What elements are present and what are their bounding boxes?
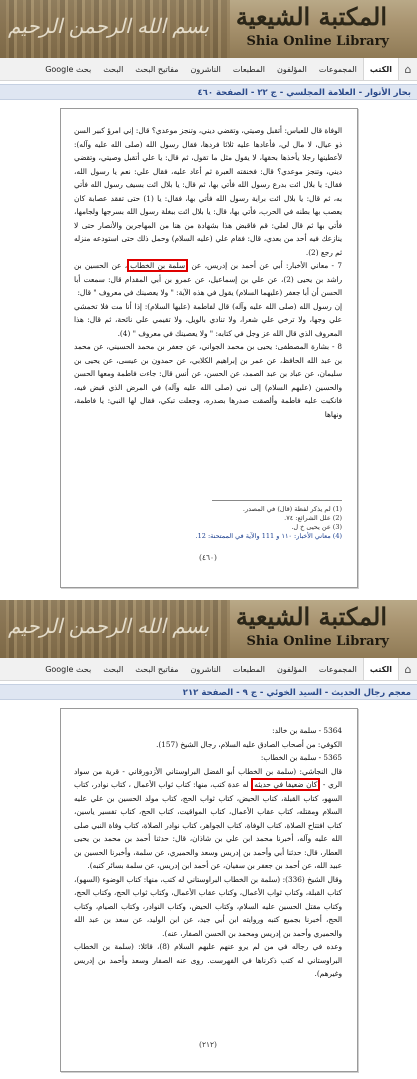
highlighted-phrase: كان ضعيفا في حديثه <box>251 778 320 791</box>
nav-authors[interactable]: المؤلفون <box>276 664 307 674</box>
nav-collections[interactable]: المجموعات <box>318 64 357 74</box>
paragraph: وعده في رجاله في من لم يرو عنهم عليهم السلام (8)، قائلا: (سلمة بن الخطاب البراوستاني له كتب ذكرناها في الفهرست. روى عنه الصفار وسعد وأحمد بن إدريس وغيرهم). <box>74 942 342 978</box>
najashi-paragraph <box>74 765 342 873</box>
footnote: (3) عن يحيى خ ل. <box>291 523 342 531</box>
page-number: (٤٦٠) <box>199 553 217 562</box>
nav-printers[interactable]: المطبعات <box>232 664 265 674</box>
paragraph-end: له عدة كتب، منها: كتاب ثواب الأعمال ، كتاب نوادر، كتاب السهو، كتاب القبلة، كتاب الحيض، كتاب ثواب الحج، كتاب مولد الحسين بن علي عليه السلام ومقتله، كتاب عقاب الأعمال، كتاب المواقيت، كتاب الحج، كتاب تفسير ياسين، كتاب افتتاح الصلاة، كتاب الوفاة، كتاب الجواهر، كتاب نوادر الصلاة، كتاب وفاة النبي صلى الله عليه وآله، أخبرنا محمد ابن علي بن شاذان، قال: حدثنا أحمد بن محمد بن يحيى العطار، قال: حدثنا أبي وأحمد بن إدريس وسعد والحميري، عن سلمة، وأخبرنا الحسين بن عبيد الله، عن أحمد بن جعفر بن سفيان، عن أحمد ابن إدريس، عن سلمة بسائر كتبه). <box>74 780 342 870</box>
entry-line: الكوفي: من أصحاب الصادق عليه السلام، رجال الشيخ (157). <box>156 739 342 749</box>
paragraph: الوفاة قال للعباس: أتقبل وصيتي، وتقضي ديني، وتنجز موعدي؟ قال: إني امرؤ كبير السن ذو عيال، لا مال لي، فأعادها عليه ثلاثا فردها، فقال رسول الله (صلى الله عليه وآله): لأعطينها رجلا يأخذها بحقها، لا يقول مثل ما تقول، ثم قال: يا علي أتقبل وصيتي، وتقضي ديني، وتنجز موعدي؟ قال: فخنقته العبرة ثم أعاد عليه، فقال علي: نعم يا رسول الله، فقال: يا بلال ائت بدرع رسول الله فأتي بها، ثم قال: يا بلال ائت بسيف رسول الله فأتي به، ثم قال: يا بلال ائت براية رسول الله فأتي بها، فقال: يا (1) حتى تفقد عصابة كان يعصب بها بطنه في الحرب، فأتي بها، قال: يا بلال ائت ببغلة رسول الله بسرجها ولجامها، فأتي بها ثم قال لعلي: قم فاقبض هذا بشهادة من هنا من المهاجرين والأنصار حتى لا ينازعك فيه أحد من بعدي، قال: فقام علي (عليه السلام) وحمل ذلك حتى استودعه منزله ثم رجع (2). <box>74 126 342 257</box>
main-nav <box>0 58 417 81</box>
site-banner[interactable] <box>0 600 417 658</box>
site-logo-english[interactable]: Shia Online Library <box>246 634 389 649</box>
page-title: بحار الأنوار - العلامة المجلسي - ج ٢٢ - الصفحة ٤٦٠ <box>0 84 417 100</box>
site-logo-arabic[interactable]: المكتبة الشيعية <box>235 602 387 631</box>
banner-calligraphy: بسم الله الرحمن الرحيم <box>8 14 210 38</box>
footnote: (2) علل الشرائع: ٧٤. <box>284 514 342 522</box>
paragraph-7-start: 7 - معاني الأخبار: أبي عن أحمد بن إدريس، عن <box>191 261 342 270</box>
paragraph: إن رسول الله (صلى الله عليه وآله) قال لفاطمة (عليها السلام): إذا أنا مت فلا تخمشي علي وجها، ولا ترخي علي شعرا، ولا تنادي بالويل، ولا تقيمي علي نائحة، ثم قال: هذا المعروف الذي قال الله عز وجل في كتابه: " ولا يعصينك في معروف " (4). <box>74 301 342 338</box>
page-title: معجم رجال الحديث - السيد الخوئي - ج ٩ - الصفحة ٢١٢ <box>0 684 417 700</box>
site-banner[interactable] <box>0 0 417 58</box>
home-icon[interactable]: ⌂ <box>404 662 412 676</box>
paragraph-start: قال النجاشي: (سلمة بن الخطاب أبو الفضل البراوستاني الأزدورقاني - قرية من سواد الري - <box>74 766 342 789</box>
paragraph-7-end: ، عن الحسين بن راشد بن يحيى (2)، عن علي بن إسماعيل، عن عمرو بن أبي المقدام قال: سمعت أبا الحسن أن أبا جعفر (عليهما السلام) يقول في هذه الآية: " ولا يعصينك في معروف " قال: <box>74 261 342 297</box>
main-nav <box>0 658 417 681</box>
screenshot-2 <box>0 600 417 1079</box>
nav-google-search[interactable]: بحث Google <box>45 664 92 674</box>
nav-collections[interactable]: المجموعات <box>318 664 357 674</box>
footnote: (1) لم يذكر لفظة (قال) في المصدر. <box>242 505 342 513</box>
footnotes <box>74 500 342 541</box>
entry-line: 5364 - سلمة بن خالد: <box>272 726 342 735</box>
nav-books[interactable]: الكتب <box>363 58 399 80</box>
banner-calligraphy: بسم الله الرحمن الرحيم <box>8 614 210 638</box>
page-number: (٢١٢) <box>199 1040 217 1049</box>
paragraph: وقال الشيخ (336): (سلمة بن الخطاب البراوستاني له كتب، منها: كتاب الوضوء (السهو)، كتاب القبلة، وكتاب ثواب الأعمال، وكتاب عقاب الأعمال، وكتاب ثواب الحج، وكتاب الحج، وكتاب مقتل الحسين عليه السلام، وكتاب الحيض، وكتاب النوادر، وكتاب الصيام، وكتاب الحج، أخبرنا بجميع كتبه وروايته ابن أبي جيد، عن ابن الوليد، عن سعد بن عبد الله والحميري وأحمد بن إدريس ومحمد بن الحسن الصفار، عنه). <box>74 874 342 938</box>
nav-search[interactable]: البحث <box>103 664 124 674</box>
page-text <box>74 124 342 421</box>
site-logo-arabic[interactable]: المكتبة الشيعية <box>235 2 387 31</box>
nav-publishers[interactable]: الناشرون <box>190 664 221 674</box>
nav-publishers[interactable]: الناشرون <box>190 64 221 74</box>
footnote-divider <box>212 500 342 501</box>
entry-line: 5365 - سلمة بن الخطاب: <box>260 753 342 762</box>
nav-search[interactable]: البحث <box>103 64 124 74</box>
paragraph-7 <box>74 259 342 300</box>
nav-search-keys[interactable]: مفاتيح البحث <box>135 64 179 74</box>
home-icon[interactable]: ⌂ <box>404 62 412 76</box>
footnote-link[interactable]: (4) معاني الأخبار: ١١٠ و 111 والآية في الممتحنة: 12. <box>195 532 342 540</box>
site-logo-english[interactable]: Shia Online Library <box>246 34 389 49</box>
paragraph: 8 - بشارة المصطفى: يحيى بن محمد الجواني، عن جعفر بن محمد الحسيني، عن محمد بن عبد الله الحافظ، عن عمر بن إبراهيم الكلابي، عن حمدون بن عيسى، عن يحيى بن سليمان، عن عباد بن عبد الصمد، عن الحسن، عن أنس قال: جاءت فاطمة ومعها الحسن والحسين (عليهم السلام) إلى نبي (صلى الله عليه وآله) في المرض الذي قبض فيه، فانكبت عليه فاطمة وألصقت صدرها بصدره، وجعلت تبكي، فقال لها النبي: يا فاطمة، ونهاها <box>74 342 342 419</box>
nav-books[interactable]: الكتب <box>363 658 399 680</box>
highlighted-narrator: سلمة بن الخطاب <box>127 259 188 272</box>
page-text <box>74 724 342 981</box>
nav-printers[interactable]: المطبعات <box>232 64 265 74</box>
nav-google-search[interactable]: بحث Google <box>45 64 92 74</box>
nav-search-keys[interactable]: مفاتيح البحث <box>135 664 179 674</box>
nav-authors[interactable]: المؤلفون <box>276 64 307 74</box>
